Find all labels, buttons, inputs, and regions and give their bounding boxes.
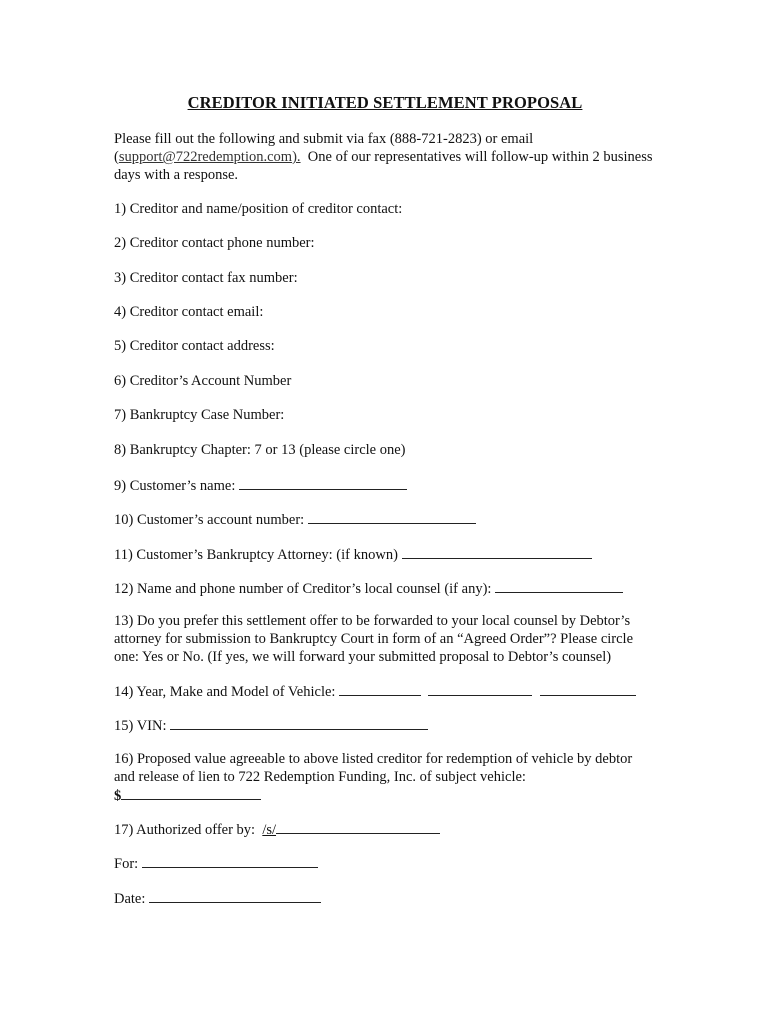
field-customer-attorney: 11) Customer’s Bankruptcy Attorney: (if known) (114, 544, 592, 564)
customer-name-blank[interactable] (239, 475, 407, 490)
date-blank[interactable] (149, 888, 321, 903)
field-creditor-account-number: 6) Creditor’s Account Number (114, 373, 292, 389)
field-vin: 15) VIN: (114, 715, 428, 735)
vin-blank[interactable] (170, 715, 428, 730)
signature-mark: /s/ (262, 822, 277, 838)
field-bankruptcy-case-number: 7) Bankruptcy Case Number: (114, 407, 285, 423)
intro-text-end: One of our representatives will follow-up within 2 business days with a response. (114, 149, 653, 183)
document-title: CREDITOR INITIATED SETTLEMENT PROPOSAL (187, 93, 583, 112)
amount-blank[interactable] (121, 785, 261, 800)
field-creditor-email: 4) Creditor contact email: (114, 304, 264, 320)
signature-blank[interactable] (276, 819, 440, 834)
field-authorized-offer: 17) Authorized offer by: /s/ (114, 819, 440, 839)
field-creditor-phone: 2) Creditor contact phone number: (114, 235, 315, 251)
field-proposed-value: 16) Proposed value agreeable to above listed creditor for redemption of vehicle by debtor and release of lien to 722 Redemption Funding, Inc. of subject vehicle: (114, 751, 633, 785)
customer-account-blank[interactable] (308, 509, 476, 524)
field-creditor-fax: 3) Creditor contact fax number: (114, 270, 298, 286)
local-counsel-blank[interactable] (495, 578, 623, 593)
vehicle-year-blank[interactable] (339, 681, 421, 696)
currency-symbol: $ (114, 788, 122, 804)
customer-attorney-blank[interactable] (402, 544, 592, 559)
field-vehicle-details: 14) Year, Make and Model of Vehicle: (114, 681, 636, 701)
vehicle-make-blank[interactable] (428, 681, 532, 696)
field-customer-name: 9) Customer’s name: (114, 475, 407, 495)
field-date: Date: (114, 888, 321, 908)
vehicle-model-blank[interactable] (540, 681, 636, 696)
support-email-link[interactable]: support@722redemption.com (118, 149, 293, 165)
field-agreed-order-preference: 13) Do you prefer this settlement offer to be forwarded to your local counsel by Debtor’s attorney for submission to Bankruptcy Court in form of an “Agreed Order”? Please circle one: Yes or No. (If yes, we will forward your submitted proposal to Debtor’s counsel) (114, 613, 634, 665)
for-blank[interactable] (142, 853, 318, 868)
proposed-value-amount (114, 785, 261, 805)
intro-text-start: Please fill out the following and submit via fax (888-721-2823) or email ( (114, 131, 534, 165)
field-bankruptcy-chapter: 8) Bankruptcy Chapter: 7 or 13 (please circle one) (114, 442, 406, 458)
field-local-counsel: 12) Name and phone number of Creditor’s local counsel (if any): (114, 578, 623, 598)
field-creditor-address: 5) Creditor contact address: (114, 338, 275, 354)
field-creditor-contact: 1) Creditor and name/position of creditor contact: (114, 201, 403, 217)
field-for: For: (114, 853, 318, 873)
field-customer-account-number: 10) Customer’s account number: (114, 509, 476, 529)
intro-paragraph: Please fill out the following and submit via fax (888-721-2823) or email (support@722redemption.com). One of our representatives will follow-up within 2 business days with a response. (114, 131, 653, 183)
